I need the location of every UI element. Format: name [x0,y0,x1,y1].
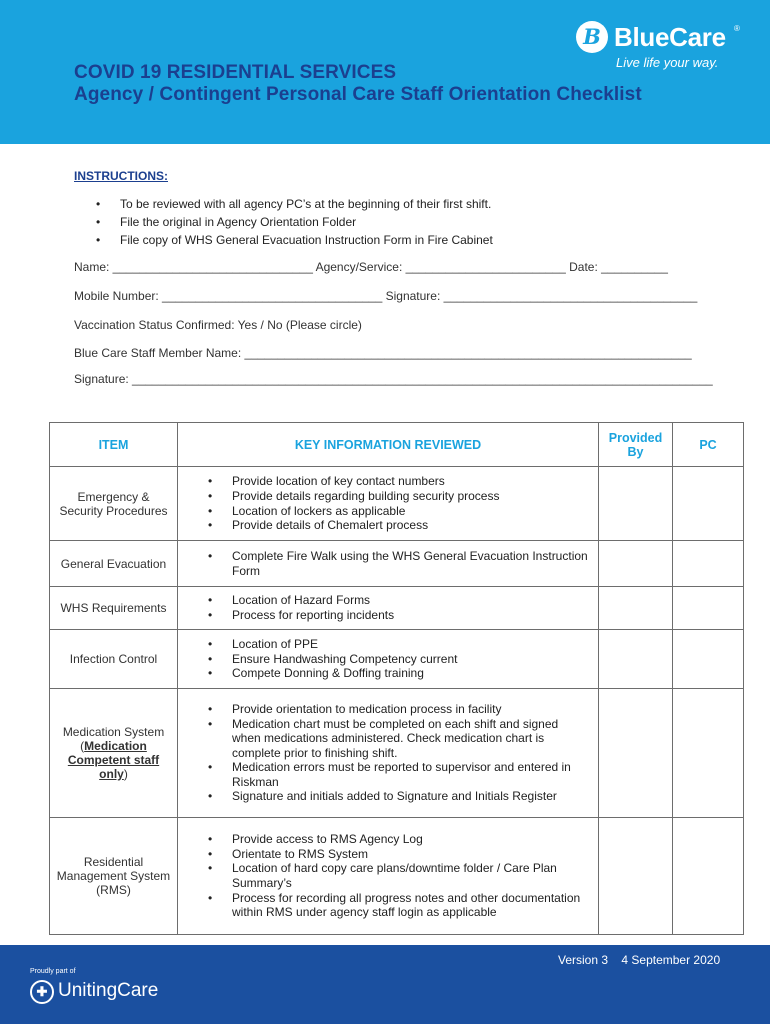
row-info [178,818,599,935]
staff-signature-field[interactable]: Signature: _______________________________________________________________________________________ [74,372,713,386]
table-row [50,630,744,689]
instruction-item: • File the original in Agency Orientation Folder [96,213,493,231]
row-info [178,541,599,587]
provided-by-cell[interactable] [599,587,673,630]
medication-competent-text: Medication Competent staff only [67,739,160,781]
provided-by-cell[interactable] [599,818,673,935]
version-date: 4 September 2020 [621,953,721,967]
medication-competent-note: (Medication Competent staff only) [67,739,160,781]
mobile-signature-field[interactable]: Mobile Number: _________________________________ Signature: ______________________________________ [74,289,698,303]
document-subtitle: Agency / Contingent Personal Care Staff Orientation Checklist [74,84,642,105]
table-row [50,818,744,935]
info-bullet: • Signature and initials added to Signature and Initials Register [208,789,590,804]
info-bullet: • Ensure Handwashing Competency current [208,652,590,667]
version-label: Version 3 [558,953,609,967]
unitingcare-logo-icon: ✚ [30,980,54,1004]
provided-by-cell[interactable] [599,541,673,587]
version-info [558,953,720,967]
info-bullet: • Complete Fire Walk using the WHS General Evacuation Instruction Form [208,549,590,578]
pc-cell[interactable] [673,818,744,935]
info-bullet: • Compete Donning & Doffing training [208,666,590,681]
column-header-pc: PC [673,423,744,467]
pc-cell[interactable] [673,689,744,818]
vaccination-status-field[interactable]: Vaccination Status Confirmed: Yes / No (Please circle) [74,318,362,332]
by-label: By [627,444,644,459]
column-header-item: ITEM [50,423,178,467]
info-bullet: • Provide orientation to medication process in facility [208,702,590,717]
bluecare-logo-name: BlueCare [614,22,726,52]
info-bullet: • Location of PPE [208,637,590,652]
table-row [50,467,744,541]
row-info [178,630,599,689]
row-item-general-evacuation: General Evacuation [50,541,178,587]
column-header-key-info: KEY INFORMATION REVIEWED [178,423,599,467]
staff-member-name-field[interactable]: Blue Care Staff Member Name: ___________________________________________________________________ [74,346,692,360]
header-banner [0,0,770,144]
unitingcare-logo-name: UnitingCare [58,980,159,1001]
table-row [50,689,744,818]
info-bullet: • Provide details regarding building security process [208,489,590,504]
row-info [178,587,599,630]
info-bullet: • Provide access to RMS Agency Log [208,832,590,847]
name-agency-date-field[interactable]: Name: ______________________________ Agency/Service: ________________________ Date: __________ [74,260,668,274]
pc-cell[interactable] [673,541,744,587]
provided-by-cell[interactable] [599,467,673,541]
bluecare-logo-icon: B [576,21,608,53]
row-item-emergency: Emergency & Security Procedures [50,467,178,541]
provided-label: Provided [608,430,663,445]
info-bullet: • Medication errors must be reported to supervisor and entered in Riskman [208,760,590,789]
registered-mark: ® [734,24,740,33]
orientation-checklist-table [49,422,744,935]
instructions-list [96,195,493,249]
footer-bar [0,945,770,1024]
info-bullet: • Location of Hazard Forms [208,593,590,608]
pc-cell[interactable] [673,467,744,541]
document-title: COVID 19 RESIDENTIAL SERVICES [74,62,397,83]
info-bullet: • Orientate to RMS System [208,847,590,862]
info-bullet: • Location of lockers as applicable [208,504,590,519]
instruction-item: • File copy of WHS General Evacuation Instruction Form in Fire Cabinet [96,231,493,249]
info-bullet: • Location of hard copy care plans/downtime folder / Care Plan Summary’s [208,861,590,890]
row-info [178,689,599,818]
bluecare-logo [574,18,744,74]
table-row [50,541,744,587]
instruction-item: • To be reviewed with all agency PC’s at the beginning of their first shift. [96,195,493,213]
info-bullet: • Medication chart must be completed on each shift and signed when medications administered. Check medication chart is complete prior to finishing shift. [208,717,590,761]
table-header-row [50,423,744,467]
column-header-provided-by [599,423,673,467]
info-bullet: • Provide location of key contact numbers [208,474,590,489]
pc-cell[interactable] [673,630,744,689]
provided-by-cell[interactable] [599,689,673,818]
bluecare-tagline: Live life your way. [616,55,719,70]
info-bullet: • Process for recording all progress notes and other documentation within RMS under agency staff login as applicable [208,891,590,920]
table-row [50,587,744,630]
info-bullet: • Provide details of Chemalert process [208,518,590,533]
medication-system-label: Medication System [62,725,165,739]
row-item-rms: Residential Management System (RMS) [50,818,178,935]
proudly-part-of-label: Proudly part of [30,968,76,975]
row-info [178,467,599,541]
provided-by-cell[interactable] [599,630,673,689]
info-bullet: • Process for reporting incidents [208,608,590,623]
row-item-infection-control: Infection Control [50,630,178,689]
row-item-whs-requirements: WHS Requirements [50,587,178,630]
row-item-medication-system [50,689,178,818]
pc-cell[interactable] [673,587,744,630]
instructions-heading: INSTRUCTIONS: [74,169,168,183]
